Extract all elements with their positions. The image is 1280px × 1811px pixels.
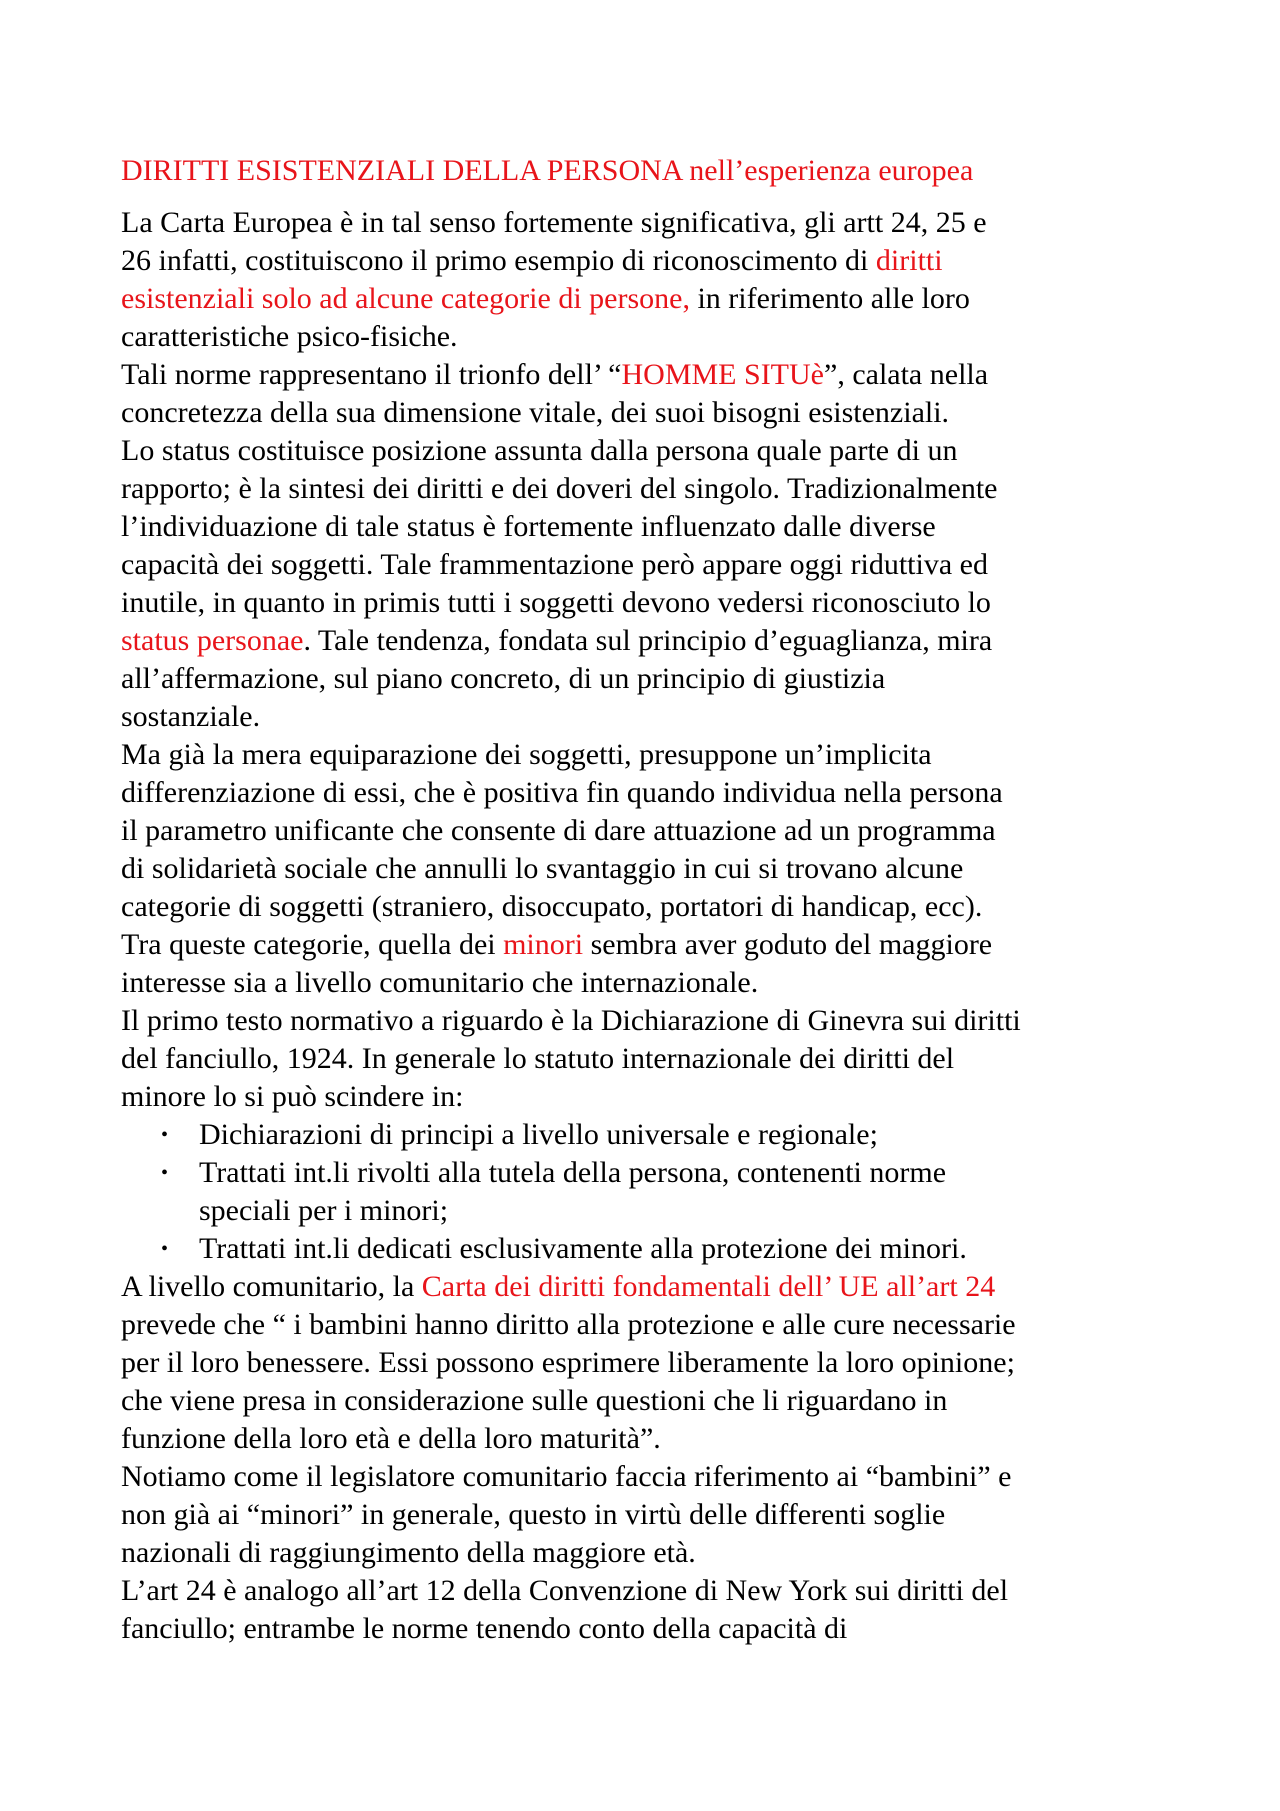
text-line <box>121 1458 1161 1496</box>
text-line <box>121 394 1161 432</box>
text-segment: sostanziale. <box>121 700 261 733</box>
text-segment: Il primo testo normativo a riguardo è la Dichiarazione di Ginevra sui diritti <box>121 1004 1021 1037</box>
text-line <box>121 280 1161 318</box>
text-segment: Trattati int.li rivolti alla tutela della persona, contenenti norme <box>199 1156 947 1189</box>
text-segment: speciali per i minori; <box>199 1194 449 1227</box>
text-line <box>121 1306 1161 1344</box>
text-line <box>121 356 1161 394</box>
text-line <box>121 470 1161 508</box>
text-line <box>121 508 1161 546</box>
highlighted-text: minori <box>503 928 584 961</box>
text-segment: Trattati int.li dedicati esclusivamente alla protezione dei minori. <box>199 1232 967 1265</box>
document-page <box>121 152 1161 1648</box>
text-segment: ”, calata nella <box>824 358 989 391</box>
text-segment: concretezza della sua dimensione vitale, dei suoi bisogni esistenziali. <box>121 396 950 429</box>
text-segment: capacità dei soggetti. Tale frammentazione però appare oggi riduttiva ed <box>121 548 988 581</box>
document-title <box>121 152 1161 190</box>
text-segment: del fanciullo, 1924. In generale lo statuto internazionale dei diritti del <box>121 1042 955 1075</box>
text-line <box>121 1192 1161 1230</box>
bullet-icon: • <box>161 1162 169 1184</box>
text-segment: in riferimento alle loro <box>689 282 970 315</box>
text-line <box>121 318 1161 356</box>
bullet-icon: • <box>161 1238 169 1260</box>
text-segment: che viene presa in considerazione sulle questioni che li riguardano in <box>121 1384 948 1417</box>
text-segment: differenziazione di essi, che è positiva fin quando individua nella persona <box>121 776 1003 809</box>
text-segment: sembra aver goduto del maggiore <box>583 928 993 961</box>
highlighted-text: HOMME SITUè <box>621 358 824 391</box>
highlighted-text: diritti <box>875 244 943 277</box>
text-line <box>121 926 1161 964</box>
text-line <box>121 1610 1161 1648</box>
text-segment: il parametro unificante che consente di dare attuazione ad un programma <box>121 814 996 847</box>
text-segment: di solidarietà sociale che annulli lo svantaggio in cui si trovano alcune <box>121 852 964 885</box>
bullet-list-item <box>121 1116 1161 1154</box>
highlighted-text: esistenziali solo ad alcune categorie di persone, <box>121 282 690 315</box>
text-line <box>121 736 1161 774</box>
text-segment: caratteristiche psico-fisiche. <box>121 320 458 353</box>
text-segment: La Carta Europea è in tal senso fortemente significativa, gli artt 24, 25 e <box>121 206 987 239</box>
text-segment: Dichiarazioni di principi a livello universale e regionale; <box>199 1118 878 1151</box>
title-rest: nell’esperienza europea <box>681 154 974 187</box>
bullet-list-item <box>121 1154 1161 1192</box>
text-segment: Ma già la mera equiparazione dei soggetti, presuppone un’implicita <box>121 738 932 771</box>
text-line <box>121 1268 1161 1306</box>
text-line <box>121 1002 1161 1040</box>
text-line <box>121 812 1161 850</box>
text-line <box>121 850 1161 888</box>
text-line <box>121 888 1161 926</box>
text-segment: minore lo si può scindere in: <box>121 1080 464 1113</box>
text-line <box>121 242 1161 280</box>
text-line <box>121 1344 1161 1382</box>
text-line <box>121 964 1161 1002</box>
text-line <box>121 1496 1161 1534</box>
text-segment: l’individuazione di tale status è fortemente influenzato dalle diverse <box>121 510 936 543</box>
text-segment: A livello comunitario, la <box>121 1270 422 1303</box>
text-segment: 26 infatti, costituiscono il primo esempio di riconoscimento di <box>121 244 876 277</box>
text-segment: L’art 24 è analogo all’art 12 della Convenzione di New York sui diritti del <box>121 1574 1009 1607</box>
text-line <box>121 774 1161 812</box>
text-segment: prevede che “ i bambini hanno diritto alla protezione e alle cure necessarie <box>121 1308 1016 1341</box>
highlighted-text: status personae <box>121 624 304 657</box>
text-segment: funzione della loro età e della loro maturità”. <box>121 1422 661 1455</box>
document-body <box>121 204 1161 1648</box>
text-segment: all’affermazione, sul piano concreto, di un principio di giustizia <box>121 662 886 695</box>
text-segment: Tali norme rappresentano il trionfo dell’ “ <box>121 358 622 391</box>
text-line <box>121 204 1161 242</box>
text-line <box>121 584 1161 622</box>
bullet-icon: • <box>161 1124 169 1146</box>
text-line <box>121 698 1161 736</box>
text-line <box>121 1078 1161 1116</box>
text-segment: Notiamo come il legislatore comunitario faccia riferimento ai “bambini” e <box>121 1460 1012 1493</box>
text-line <box>121 546 1161 584</box>
highlighted-text: Carta dei diritti fondamentali dell’ UE all’art 24 <box>421 1270 996 1303</box>
text-segment: . Tale tendenza, fondata sul principio d’eguaglianza, mira <box>303 624 993 657</box>
text-line <box>121 622 1161 660</box>
text-line <box>121 1382 1161 1420</box>
text-segment: categorie di soggetti (straniero, disoccupato, portatori di handicap, ecc). <box>121 890 983 923</box>
text-line <box>121 660 1161 698</box>
text-segment: nazionali di raggiungimento della maggiore età. <box>121 1536 696 1569</box>
text-segment: non già ai “minori” in generale, questo in virtù delle differenti soglie <box>121 1498 946 1531</box>
title-highlight: DIRITTI ESISTENZIALI DELLA PERSONA <box>121 154 682 187</box>
text-line <box>121 1420 1161 1458</box>
bullet-list-item <box>121 1230 1161 1268</box>
text-segment: Lo status costituisce posizione assunta dalla persona quale parte di un <box>121 434 958 467</box>
text-line <box>121 1040 1161 1078</box>
text-segment: Tra queste categorie, quella dei <box>121 928 504 961</box>
text-line <box>121 432 1161 470</box>
text-line <box>121 1534 1161 1572</box>
text-segment: per il loro benessere. Essi possono esprimere liberamente la loro opinione; <box>121 1346 1015 1379</box>
text-segment: interesse sia a livello comunitario che internazionale. <box>121 966 759 999</box>
text-segment: inutile, in quanto in primis tutti i soggetti devono vedersi riconosciuto lo <box>121 586 991 619</box>
text-line <box>121 1572 1161 1610</box>
text-segment: rapporto; è la sintesi dei diritti e dei doveri del singolo. Tradizionalmente <box>121 472 998 505</box>
text-segment: fanciullo; entrambe le norme tenendo conto della capacità di <box>121 1612 848 1645</box>
